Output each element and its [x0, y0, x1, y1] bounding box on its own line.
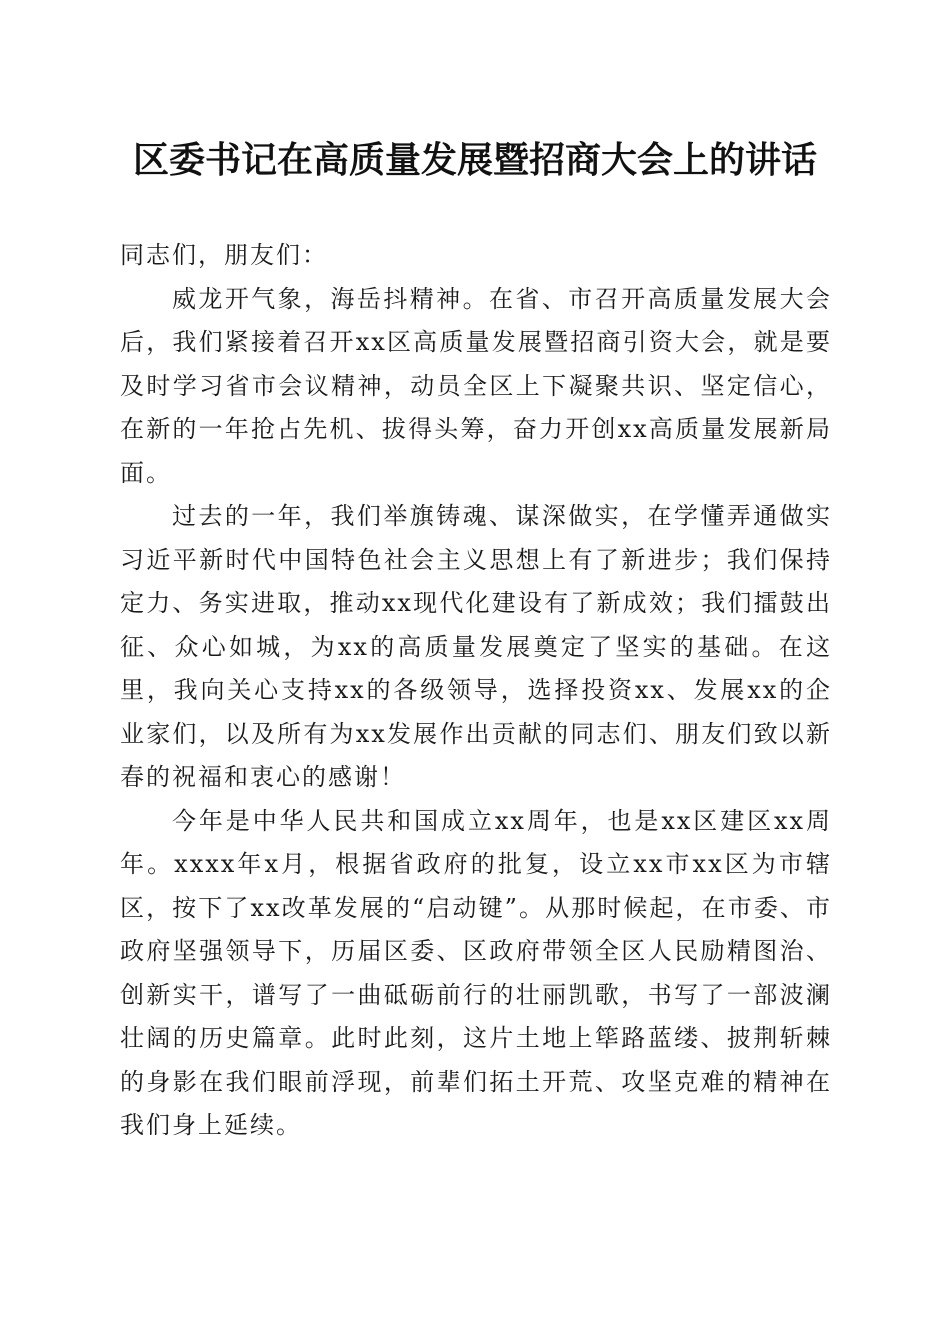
salutation: 同志们，朋友们： — [120, 241, 328, 269]
paragraph-1: 威龙开气象，海岳抖精神。在省、市召开高质量发展大会后，我们紧接着召开xx区高质量发展暨招商引资大会，就是要及时学习省市会议精神，动员全区上下凝聚共识、坚定信心，在新的一年抢占先机、拔得头筹，奋力开创xx高质量发展新局面。 — [120, 284, 832, 487]
document-title: 区委书记在高质量发展暨招商大会上的讲话 — [132, 140, 817, 181]
document-body — [120, 234, 832, 1148]
paragraph-3: 今年是中华人民共和国成立xx周年，也是xx区建区xx周年。xxxx年x月，根据省政府的批复，设立xx市xx区为市辖区，按下了xx改革发展的“启动键”。从那时候起，在市委、市政府坚强领导下，历届区委、区政府带领全区人民励精图治、创新实干，谱写了一曲砥砺前行的壮丽凯歌，书写了一部波澜壮阔的历史篇章。此时此刻，这片土地上筚路蓝缕、披荆斩棘的身影在我们眼前浮现，前辈们拓土开荒、攻坚克难的精神在我们身上延续。 — [120, 806, 832, 1139]
paragraph-2: 过去的一年，我们举旗铸魂、谋深做实，在学懂弄通做实习近平新时代中国特色社会主义思想上有了新进步；我们保持定力、务实进取，推动xx现代化建设有了新成效；我们擂鼓出征、众心如城，为xx的高质量发展奠定了坚实的基础。在这里，我向关心支持xx的各级领导，选择投资xx、发展xx的企业家们，以及所有为xx发展作出贡献的同志们、朋友们致以新春的祝福和衷心的感谢！ — [120, 502, 832, 791]
